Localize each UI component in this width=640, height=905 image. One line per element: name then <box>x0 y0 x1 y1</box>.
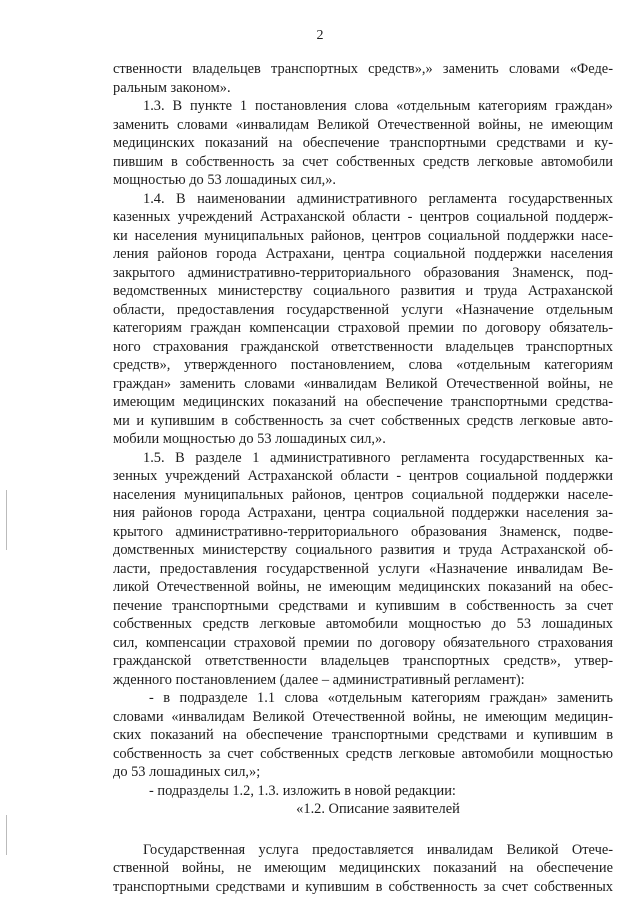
paragraph-first-line: 1.3. В пункте 1 постановления слова «отдельным категориям граждан» <box>143 98 613 114</box>
text-line: крытого административно-территориального образования Знаменск, подве- <box>113 523 613 540</box>
text-line: гражданской ответственности владельцев транспортных средств», утвер- <box>113 653 613 669</box>
text-line: собственных средств легковые автомобили мощностью до 53 лошадиных <box>113 616 613 632</box>
document-body <box>113 60 613 896</box>
text-line: сил, компенсации страховой премии по договору обязательного страхования <box>113 634 613 651</box>
text-line: категориям граждан компенсации страховой премии по договору обязатель- <box>113 320 613 336</box>
paragraph-gap <box>113 819 613 841</box>
text-line: закрытого административно-территориального образования Знаменск, под- <box>113 264 613 281</box>
text-line: граждан» заменить словами «инвалидам Великой Отечественной войны, не <box>113 375 613 392</box>
scan-artifact <box>6 490 7 550</box>
text-line: ственной войны, не имеющим медицинских показаний на обеспечение <box>113 860 613 876</box>
text-line: населения муниципальных районов, центров социальной поддержки населе- <box>113 486 613 503</box>
text-line: медицинских показаний на обеспечение транспортными средствами и ку- <box>113 135 613 151</box>
text-line: казенных учреждений Астраханской области - центров социальной поддерж- <box>113 209 613 225</box>
text-line: пившим в собственность за счет собственных средств легковые автомобили <box>113 153 613 170</box>
text-line: ласти, предоставления государственной услуги «Назначение инвалидам Ве- <box>113 560 613 577</box>
text-line: заменить словами «инвалидам Великой Отечественной войны, не имеющим <box>113 116 613 133</box>
text-line: мощностью до 53 лошадиных сил,». <box>113 172 337 188</box>
text-line: печение транспортными средствами и купившим в собственность за счет <box>113 597 613 614</box>
list-item-first-line: - в подразделе 1.1 слова «отдельным категориям граждан» заменить <box>149 690 613 706</box>
text-line: зенных учреждений Астраханской области - центров социальной поддержки <box>113 468 613 484</box>
text-line: имеющим медицинских показаний на обеспечение транспортными средства- <box>113 394 613 410</box>
text-line: ликой Отечественной войны, не имеющим медицинских показаний на обес- <box>113 579 613 595</box>
page-number: 2 <box>316 28 324 43</box>
text-line: ния районов города Астрахани, центра социальной поддержки населения за- <box>113 505 613 521</box>
scan-artifact <box>6 815 7 855</box>
text-line: ральным законом». <box>113 79 231 96</box>
text-line: ственности владельцев транспортных средств»,» заменить словами «Феде- <box>113 61 613 77</box>
text-line: ми и купившим в собственность за счет собственных средств легковые авто- <box>113 412 613 429</box>
text-line: ведомственных министерству социального развития и труда Астраханской <box>113 283 613 299</box>
text-line: средств», утвержденного постановлением, слова «отдельным категориям <box>113 357 613 373</box>
text-line: ного страхования гражданской ответственности владельцев транспортных <box>113 338 613 355</box>
text-line: жденного постановлением (далее – административный регламент): <box>113 671 525 688</box>
text-line: ления районов города Астрахани, центра социальной поддержки населения <box>113 246 613 262</box>
text-line: транспортными средствами и купившим в собственность за счет собственных <box>113 878 613 895</box>
text-line: домственных министерству социального развития и труда Астраханской об- <box>113 542 613 558</box>
paragraph-first-line: Государственная услуга предоставляется инвалидам Великой Отече- <box>143 841 613 858</box>
text-line: до 53 лошадиных сил,»; <box>113 764 261 780</box>
text-line: словами «инвалидам Великой Отечественной войны, не имеющим медицин- <box>113 708 613 725</box>
text-line: мобили мощностью до 53 лошадиных сил,». <box>113 431 386 447</box>
text-line: собственность за счет собственных средств легковые автомобили мощностью <box>113 745 613 762</box>
paragraph-first-line: 1.5. В разделе 1 административного регламента государственных ка- <box>143 449 613 466</box>
paragraph-first-line: 1.4. В наименовании административного регламента государственных <box>143 190 613 207</box>
list-item-first-line: - подразделы 1.2, 1.3. изложить в новой редакции: <box>149 782 456 799</box>
section-heading: «1.2. Описание заявителей <box>296 801 460 817</box>
text-line: области, предоставления государственной услуги «Назначение отдельным <box>113 301 613 318</box>
text-line: ки населения муниципальных районов, центров социальной поддержки насе- <box>113 227 613 244</box>
text-line: ских показаний на обеспечение транспортными средствами и купившим в <box>113 727 613 743</box>
